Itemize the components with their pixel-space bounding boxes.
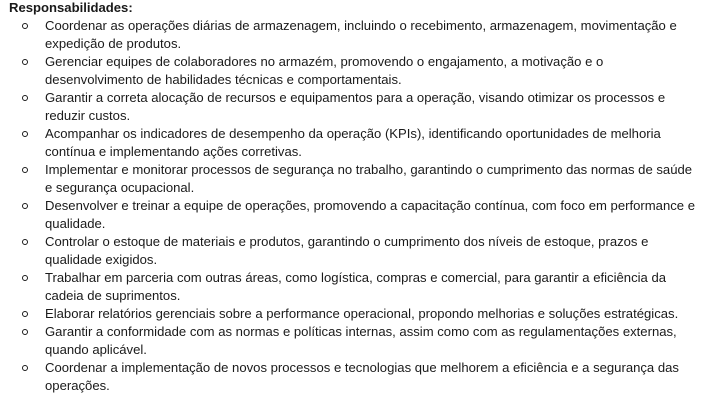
hollow-circle-bullet-icon [22, 275, 28, 281]
hollow-circle-bullet-icon [22, 59, 28, 65]
hollow-circle-bullet-icon [22, 365, 28, 371]
list-item [9, 17, 696, 53]
section-heading: Responsabilidades: [9, 0, 133, 15]
hollow-circle-bullet-icon [22, 23, 28, 29]
list-item-text: Acompanhar os indicadores de desempenho da operação (KPIs), identificando oportunidades de melhoria contínua e implementando ações corretivas. [45, 126, 661, 159]
list-item-text: Coordenar a implementação de novos processos e tecnologias que melhorem a eficiência e a segurança das operações. [45, 360, 679, 393]
list-item [9, 125, 696, 161]
list-item [9, 269, 696, 305]
list-item-text: Desenvolver e treinar a equipe de operações, promovendo a capacitação contínua, com foco em performance e qualidade. [45, 198, 695, 231]
hollow-circle-bullet-icon [22, 311, 28, 317]
hollow-circle-bullet-icon [22, 203, 28, 209]
list-item-text: Elaborar relatórios gerenciais sobre a performance operacional, propondo melhorias e soluções estratégicas. [45, 306, 679, 321]
hollow-circle-bullet-icon [22, 167, 28, 173]
list-item-text: Trabalhar em parceria com outras áreas, como logística, compras e comercial, para garantir a eficiência da cadeia de suprimentos. [45, 270, 667, 303]
list-item [9, 305, 696, 323]
list-item-text: Garantir a conformidade com as normas e políticas internas, assim como com as regulamentações externas, quando aplicável. [45, 324, 677, 357]
list-item [9, 53, 696, 89]
list-item-text: Coordenar as operações diárias de armazenagem, incluindo o recebimento, armazenagem, movimentação e expedição de produtos. [45, 18, 677, 51]
list-item-text: Implementar e monitorar processos de segurança no trabalho, garantindo o cumprimento das normas de saúde e segurança ocupacional. [45, 162, 693, 195]
list-item [9, 323, 696, 359]
list-item-text: Controlar o estoque de materiais e produtos, garantindo o cumprimento dos níveis de estoque, prazos e qualidade exigidos. [45, 234, 649, 267]
list-item [9, 161, 696, 197]
hollow-circle-bullet-icon [22, 95, 28, 101]
list-item-text: Gerenciar equipes de colaboradores no armazém, promovendo o engajamento, a motivação e o desenvolvimento de habilidades técnicas e comportamentais. [45, 54, 604, 87]
hollow-circle-bullet-icon [22, 131, 28, 137]
list-item [9, 89, 696, 125]
responsibilities-list [9, 17, 696, 395]
list-item [9, 197, 696, 233]
list-item [9, 359, 696, 395]
hollow-circle-bullet-icon [22, 239, 28, 245]
list-item-text: Garantir a correta alocação de recursos e equipamentos para a operação, visando otimizar os processos e reduzir custos. [45, 90, 666, 123]
hollow-circle-bullet-icon [22, 329, 28, 335]
list-item [9, 233, 696, 269]
